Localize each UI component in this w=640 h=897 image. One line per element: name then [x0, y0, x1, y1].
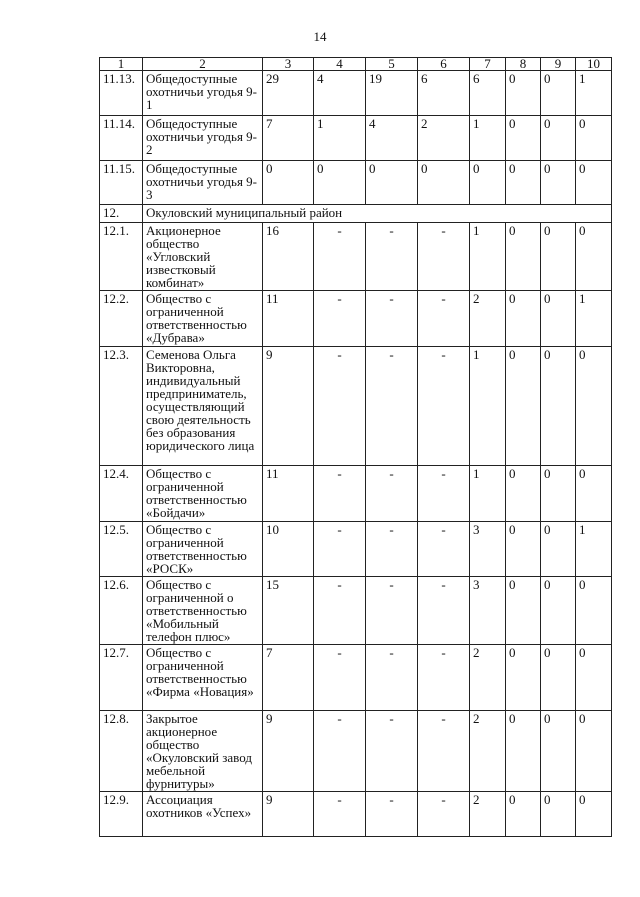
- table-row: [100, 645, 612, 711]
- value-cell: -: [314, 522, 366, 577]
- value-cell: -: [366, 466, 418, 522]
- header-cell: 8: [506, 58, 541, 71]
- value-cell: -: [418, 792, 470, 837]
- value-cell: 4: [314, 71, 366, 116]
- value-cell: -: [314, 291, 366, 347]
- table-body: [100, 58, 612, 837]
- value-cell: 0: [366, 161, 418, 205]
- value-cell: 0: [576, 223, 612, 291]
- header-cell: 1: [100, 58, 143, 71]
- value-cell: -: [418, 466, 470, 522]
- entity-name: Общедоступные охотничьи угодья 9-3: [143, 161, 263, 205]
- row-number: 11.15.: [100, 161, 143, 205]
- entity-name: Общедоступные охотничьи угодья 9-2: [143, 116, 263, 161]
- value-cell: 0: [506, 645, 541, 711]
- value-cell: 0: [576, 116, 612, 161]
- value-cell: 0: [541, 71, 576, 116]
- entity-name: Общедоступные охотничьи угодья 9-1: [143, 71, 263, 116]
- value-cell: 0: [541, 711, 576, 792]
- value-cell: 0: [541, 223, 576, 291]
- section-title: Окуловский муниципальный район: [143, 205, 612, 223]
- row-number: 12.1.: [100, 223, 143, 291]
- value-cell: 2: [418, 116, 470, 161]
- value-cell: 0: [506, 577, 541, 645]
- value-cell: 0: [541, 116, 576, 161]
- value-cell: 0: [576, 466, 612, 522]
- value-cell: 0: [506, 347, 541, 466]
- value-cell: -: [418, 577, 470, 645]
- value-cell: 0: [470, 161, 506, 205]
- table-row: [100, 116, 612, 161]
- header-cell: 10: [576, 58, 612, 71]
- value-cell: 7: [263, 645, 314, 711]
- value-cell: 0: [506, 522, 541, 577]
- value-cell: 15: [263, 577, 314, 645]
- value-cell: 1: [470, 223, 506, 291]
- value-cell: 9: [263, 792, 314, 837]
- header-cell: 7: [470, 58, 506, 71]
- row-number: 11.14.: [100, 116, 143, 161]
- value-cell: 1: [314, 116, 366, 161]
- value-cell: -: [366, 711, 418, 792]
- row-number: 12.2.: [100, 291, 143, 347]
- value-cell: 0: [506, 291, 541, 347]
- value-cell: 0: [541, 645, 576, 711]
- table-row: [100, 71, 612, 116]
- value-cell: 0: [576, 645, 612, 711]
- header-cell: 5: [366, 58, 418, 71]
- row-number: 12.8.: [100, 711, 143, 792]
- row-number: 12.4.: [100, 466, 143, 522]
- value-cell: 1: [576, 522, 612, 577]
- value-cell: 0: [418, 161, 470, 205]
- value-cell: 6: [418, 71, 470, 116]
- entity-name: Закрытое акционерное общество «Окуловский завод мебельной фурнитуры»: [143, 711, 263, 792]
- header-cell: 2: [143, 58, 263, 71]
- value-cell: 2: [470, 792, 506, 837]
- row-number: 12.5.: [100, 522, 143, 577]
- value-cell: 7: [263, 116, 314, 161]
- value-cell: 0: [541, 291, 576, 347]
- section-row: [100, 205, 612, 223]
- table-row: [100, 291, 612, 347]
- value-cell: 10: [263, 522, 314, 577]
- entity-name: Общество с ограниченной ответственностью «Фирма «Новация»: [143, 645, 263, 711]
- value-cell: 3: [470, 522, 506, 577]
- value-cell: 0: [541, 466, 576, 522]
- value-cell: 0: [541, 347, 576, 466]
- value-cell: 19: [366, 71, 418, 116]
- entity-name: Общество с ограниченной ответственностью «Бойдачи»: [143, 466, 263, 522]
- value-cell: -: [314, 347, 366, 466]
- value-cell: 0: [506, 71, 541, 116]
- value-cell: 2: [470, 645, 506, 711]
- page-number: 14: [313, 29, 327, 44]
- value-cell: 0: [506, 161, 541, 205]
- value-cell: 0: [541, 522, 576, 577]
- row-number: 12.6.: [100, 577, 143, 645]
- value-cell: 0: [576, 161, 612, 205]
- value-cell: -: [366, 577, 418, 645]
- table-row: [100, 466, 612, 522]
- value-cell: 0: [314, 161, 366, 205]
- value-cell: -: [366, 291, 418, 347]
- row-number: 12.: [100, 205, 143, 223]
- value-cell: 9: [263, 711, 314, 792]
- value-cell: 0: [541, 577, 576, 645]
- value-cell: 16: [263, 223, 314, 291]
- entity-name: Ассоциация охотников «Успех»: [143, 792, 263, 837]
- value-cell: 0: [541, 161, 576, 205]
- value-cell: 0: [263, 161, 314, 205]
- value-cell: 9: [263, 347, 314, 466]
- entity-name: Общество с ограниченной ответственностью «Дубрава»: [143, 291, 263, 347]
- value-cell: 2: [470, 291, 506, 347]
- value-cell: 0: [506, 116, 541, 161]
- header-cell: 9: [541, 58, 576, 71]
- value-cell: 0: [576, 577, 612, 645]
- value-cell: -: [314, 792, 366, 837]
- table-row: [100, 577, 612, 645]
- row-number: 11.13.: [100, 71, 143, 116]
- value-cell: 0: [576, 711, 612, 792]
- value-cell: 0: [506, 792, 541, 837]
- value-cell: 1: [470, 116, 506, 161]
- table-header-row: [100, 58, 612, 71]
- table-row: [100, 792, 612, 837]
- table-row: [100, 161, 612, 205]
- value-cell: -: [366, 347, 418, 466]
- table-row: [100, 347, 612, 466]
- entity-name: Общество с ограниченной о ответственностью «Мобильный телефон плюс»: [143, 577, 263, 645]
- header-cell: 6: [418, 58, 470, 71]
- value-cell: 1: [576, 291, 612, 347]
- value-cell: 6: [470, 71, 506, 116]
- header-cell: 3: [263, 58, 314, 71]
- value-cell: -: [418, 291, 470, 347]
- entity-name: Общество с ограниченной ответственностью «РОСК»: [143, 522, 263, 577]
- value-cell: -: [314, 577, 366, 645]
- value-cell: 0: [506, 466, 541, 522]
- header-cell: 4: [314, 58, 366, 71]
- row-number: 12.3.: [100, 347, 143, 466]
- value-cell: 0: [576, 792, 612, 837]
- value-cell: 11: [263, 291, 314, 347]
- value-cell: 11: [263, 466, 314, 522]
- value-cell: 4: [366, 116, 418, 161]
- entity-name: Семенова Ольга Викторовна, индивидуальный предприниматель, осуществляющий свою деятельность без образования юридического лица: [143, 347, 263, 466]
- value-cell: 1: [576, 71, 612, 116]
- table-row: [100, 522, 612, 577]
- value-cell: -: [314, 711, 366, 792]
- value-cell: -: [314, 223, 366, 291]
- entity-name: Акционерное общество «Угловский известковый комбинат»: [143, 223, 263, 291]
- value-cell: 29: [263, 71, 314, 116]
- value-cell: -: [418, 347, 470, 466]
- value-cell: -: [366, 223, 418, 291]
- value-cell: -: [418, 711, 470, 792]
- value-cell: 0: [506, 223, 541, 291]
- value-cell: -: [314, 645, 366, 711]
- table-row: [100, 223, 612, 291]
- value-cell: -: [418, 223, 470, 291]
- value-cell: 0: [506, 711, 541, 792]
- value-cell: -: [366, 522, 418, 577]
- value-cell: -: [418, 645, 470, 711]
- row-number: 12.9.: [100, 792, 143, 837]
- value-cell: 3: [470, 577, 506, 645]
- value-cell: 2: [470, 711, 506, 792]
- value-cell: -: [366, 645, 418, 711]
- value-cell: -: [314, 466, 366, 522]
- value-cell: 1: [470, 466, 506, 522]
- value-cell: 0: [541, 792, 576, 837]
- table-row: [100, 711, 612, 792]
- data-table: [99, 57, 612, 837]
- value-cell: 0: [576, 347, 612, 466]
- row-number: 12.7.: [100, 645, 143, 711]
- value-cell: -: [418, 522, 470, 577]
- value-cell: 1: [470, 347, 506, 466]
- value-cell: -: [366, 792, 418, 837]
